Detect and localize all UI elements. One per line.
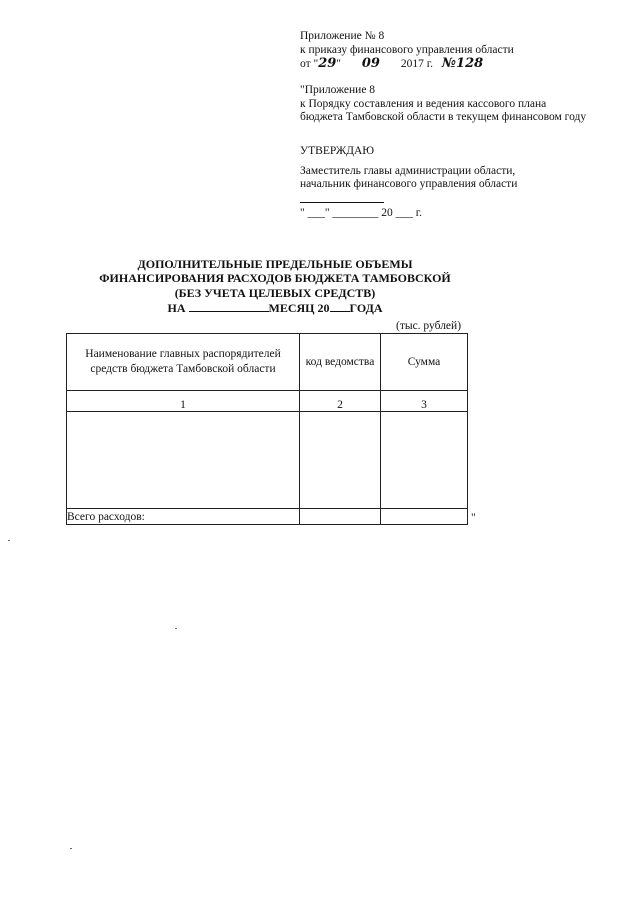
month-blank: [189, 311, 269, 312]
title-month-year: МЕСЯЦ 20: [268, 301, 330, 315]
doc-title-line2: ФИНАНСИРОВАНИЯ РАСХОДОВ БЮДЖЕТА ТАМБОВСКОЙ: [99, 271, 451, 285]
appendix-quote-line3: бюджета Тамбовской области в текущем финансовом году: [300, 111, 587, 123]
col-header-code: код ведомства: [300, 334, 381, 391]
doc-title-line4: [60, 301, 490, 316]
cell-empty-sum: [381, 412, 468, 509]
handwritten-day: 29: [318, 56, 337, 71]
col-header-name: [67, 334, 300, 391]
year-blank: [330, 311, 350, 312]
closing-quote: ": [471, 512, 476, 524]
handwritten-month: 09: [361, 56, 380, 71]
title-na: НА: [167, 301, 186, 315]
date-year: 2017 г.: [400, 58, 434, 70]
date-mid: ": [336, 58, 341, 70]
scan-speck: [70, 848, 72, 849]
total-code: [300, 509, 381, 525]
col-number-2: 2: [300, 391, 381, 412]
cell-empty-code: [300, 412, 381, 509]
col-header-name-line1: Наименование главных распорядителей: [85, 348, 281, 360]
handwritten-order-number: №128: [441, 56, 484, 71]
col-header-sum: Сумма: [381, 334, 468, 391]
scan-speck: [175, 628, 177, 629]
approver-position-line2: начальник финансового управления области: [300, 178, 518, 190]
units-label: (тыс. рублей): [396, 320, 462, 332]
order-reference: к приказу финансового управления области: [300, 44, 514, 56]
table-row-total: [67, 509, 468, 525]
doc-title-line1: ДОПОЛНИТЕЛЬНЫЕ ПРЕДЕЛЬНЫЕ ОБЪЕМЫ: [137, 257, 413, 271]
title-goda: ГОДА: [349, 301, 383, 315]
total-label: Всего расходов:: [67, 509, 300, 525]
cell-empty-name: [67, 412, 300, 509]
total-sum: [381, 509, 468, 525]
doc-title-line3: (БЕЗ УЧЕТА ЦЕЛЕВЫХ СРЕДСТВ): [174, 286, 376, 300]
table-header-row: [67, 334, 468, 391]
approver-position-line1: Заместитель главы администрации области,: [300, 165, 516, 177]
table-row-numbers: [67, 391, 468, 412]
budget-table: [66, 333, 468, 525]
col-number-1: 1: [67, 391, 300, 412]
appendix-quote-title: "Приложение 8: [300, 84, 376, 96]
col-number-3: 3: [381, 391, 468, 412]
date-prefix: от ": [300, 58, 319, 70]
scan-speck: [8, 540, 10, 541]
appendix-number: Приложение № 8: [300, 30, 385, 42]
table-row-empty: [67, 412, 468, 509]
order-date-line: [300, 57, 483, 71]
appendix-quote-line2: к Порядку составления и ведения кассового плана: [300, 98, 547, 110]
approval-date-line: " ___" ________ 20 ___ г.: [300, 207, 423, 219]
approve-label: УТВЕРЖДАЮ: [300, 145, 375, 157]
col-header-name-line2: средств бюджета Тамбовской области: [90, 363, 276, 375]
signature-line: [300, 202, 384, 203]
